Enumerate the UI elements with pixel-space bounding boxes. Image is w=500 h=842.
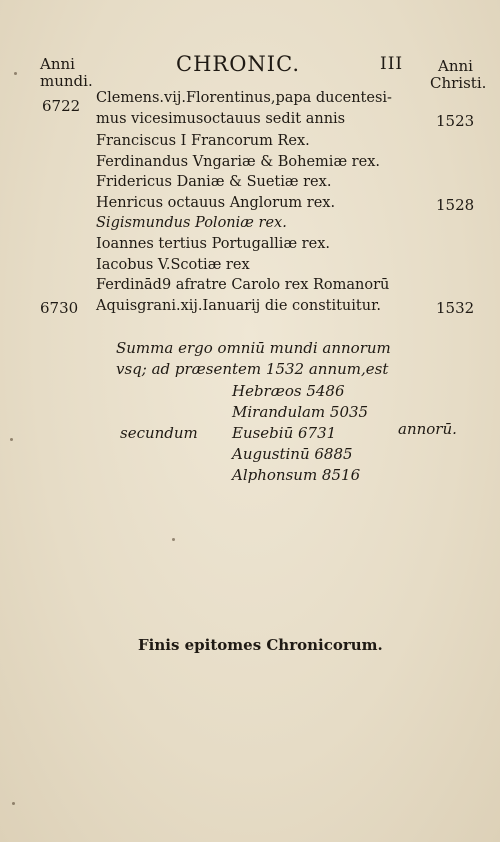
margin-year-christi: 1532 <box>436 299 475 317</box>
anni-mundi-line-2: mundi. <box>40 72 93 90</box>
entry-line: Clemens.vij.Florentinus,papa ducentesi- <box>96 90 392 106</box>
running-title: CHRONIC. <box>176 52 301 76</box>
finis-line: Finis epitomes Chronicorum. <box>138 636 383 654</box>
margin-year-christi: 1523 <box>436 112 475 130</box>
margin-year-mundi: 6730 <box>40 299 79 317</box>
entry-line: Aquisgrani.xij.Ianuarij die constituitur. <box>96 298 382 314</box>
anni-mundi-label <box>40 56 93 90</box>
entry-line: Sigismundus Poloniæ rex. <box>96 215 287 231</box>
anni-christi-label <box>430 58 486 92</box>
summa-line-1: Summa ergo omniū mundi annorum <box>116 339 391 357</box>
paper-speck <box>10 438 13 441</box>
folio-number: III <box>380 54 404 74</box>
author-count: Hebræos 5486 <box>232 382 345 400</box>
author-count: Augustinū 6885 <box>232 445 353 463</box>
author-count: Eusebiū 6731 <box>232 424 337 442</box>
entry-line: Iacobus V.Scotiæ rex <box>96 257 250 273</box>
margin-year-christi: 1528 <box>436 196 475 214</box>
paper-speck <box>172 538 175 541</box>
entry-line: Henricus octauus Anglorum rex. <box>96 195 336 211</box>
paper-speck <box>12 802 15 805</box>
secundum-label: secundum <box>120 424 198 442</box>
summa-line-2: vsq; ad præsentem 1532 annum,est <box>116 360 389 378</box>
entry-line: Fridericus Daniæ & Suetiæ rex. <box>96 174 332 190</box>
entry-line: Franciscus I Francorum Rex. <box>96 133 310 149</box>
paper-speck <box>14 72 17 75</box>
entry-line: Ferdinandus Vngariæ & Bohemiæ rex. <box>96 154 380 170</box>
margin-year-mundi: 6722 <box>42 97 81 115</box>
author-count: Mirandulam 5035 <box>232 403 369 421</box>
anni-mundi-line-1: Anni <box>40 55 75 73</box>
entry-line: Ferdinād9 afratre Carolo rex Romanorū <box>96 277 390 293</box>
annorum-label: annorū. <box>398 420 457 438</box>
anni-christi-line-2: Christi. <box>430 74 487 92</box>
author-count: Alphonsum 8516 <box>232 466 361 484</box>
entry-line: Ioannes tertius Portugalliæ rex. <box>96 236 330 252</box>
anni-christi-line-1: Anni <box>438 57 473 75</box>
entry-line: mus vicesimusoctauus sedit annis <box>96 111 346 127</box>
